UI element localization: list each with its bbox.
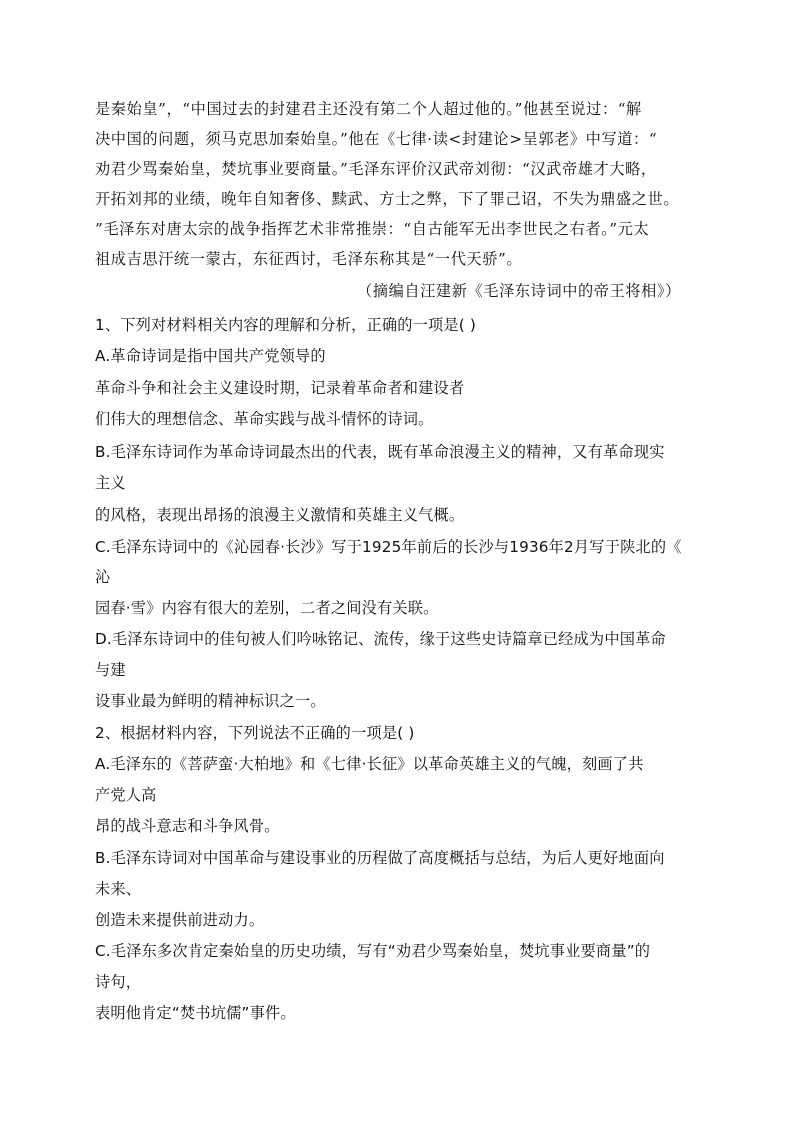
option-line: 诗句， [95, 973, 142, 991]
option-line: 与建 [95, 661, 126, 679]
passage-line: 是秦始皇”，“中国过去的封建君主还没有第二个人超过他的。”他甚至说过：“解 [95, 100, 642, 118]
option-line: 们伟大的理想信念、革命实践与战斗情怀的诗词。 [95, 410, 434, 428]
passage-source: （摘编自汪建新《毛泽东诗词中的帝王将相》） [357, 282, 681, 300]
option-line: 昂的战斗意志和斗争风骨。 [95, 817, 280, 835]
option-line: B.毛泽东诗词作为革命诗词最杰出的代表，既有革命浪漫主义的精神，又有革命现实 [95, 443, 665, 461]
option-line: B.毛泽东诗词对中国革命与建设事业的历程做了高度概括与总结，为后人更好地面向 [95, 849, 665, 867]
question-line: 2、根据材料内容，下列说法不正确的一项是( ) [95, 724, 415, 742]
option-line: 设事业最为鲜明的精神标识之一。 [95, 692, 326, 710]
passage-line: 决中国的问题，须马克思加秦始皇。”他在《七律·读<封建论>呈郭老》中写道：“ [95, 130, 658, 148]
passage-line: 劝君少骂秦始皇，焚坑事业要商量。”毛泽东评价汉武帝刘彻：“汉武帝雄才大略， [95, 160, 657, 178]
passage-line: 祖成吉思汗统一蒙古，东征西讨，毛泽东称其是“一代天骄”。 [95, 250, 523, 268]
option-line: 主义 [95, 474, 126, 492]
option-line: C.毛泽东诗词中的《沁园春·长沙》写于1925年前后的长沙与1936年2月写于陕北的《 [95, 538, 682, 556]
option-line: A.毛泽东的《菩萨蛮·大柏地》和《七律·长征》以革命英雄主义的气魄，刻画了共 [95, 755, 644, 773]
option-line: A.革命诗词是指中国共产党领导的 [95, 347, 326, 365]
option-line: D.毛泽东诗词中的佳句被人们吟咏铭记、流传，缘于这些史诗篇章已经成为中国革命 [95, 630, 666, 648]
passage-line: 开拓刘邦的业绩，晚年自知奢侈、黩武、方士之弊，下了罪己诏，不失为鼎盛之世。 [95, 190, 680, 208]
question-line: 1、下列对材料相关内容的理解和分析，正确的一项是( ) [95, 316, 477, 334]
option-line: C.毛泽东多次肯定秦始皇的历史功绩，写有“劝君少骂秦始皇，焚坑事业要商量”的 [95, 942, 651, 960]
option-line: 创造未来提供前进动力。 [95, 911, 265, 929]
option-line: 革命斗争和社会主义建设时期，记录着革命者和建设者 [95, 379, 465, 397]
option-line: 园春·雪》内容有很大的差别，二者之间没有关联。 [95, 599, 439, 617]
option-line: 产党人高 [95, 786, 157, 804]
option-line: 表明他肯定“焚书坑儒”事件。 [95, 1004, 296, 1022]
passage-line: ”毛泽东对唐太宗的战争指挥艺术非常推崇：“自古能军无出李世民之右者。”元太 [95, 220, 650, 238]
option-line: 未来、 [95, 880, 142, 898]
option-line: 沁 [95, 568, 111, 586]
option-line: 的风格，表现出昂扬的浪漫主义激情和英雄主义气概。 [95, 506, 465, 524]
